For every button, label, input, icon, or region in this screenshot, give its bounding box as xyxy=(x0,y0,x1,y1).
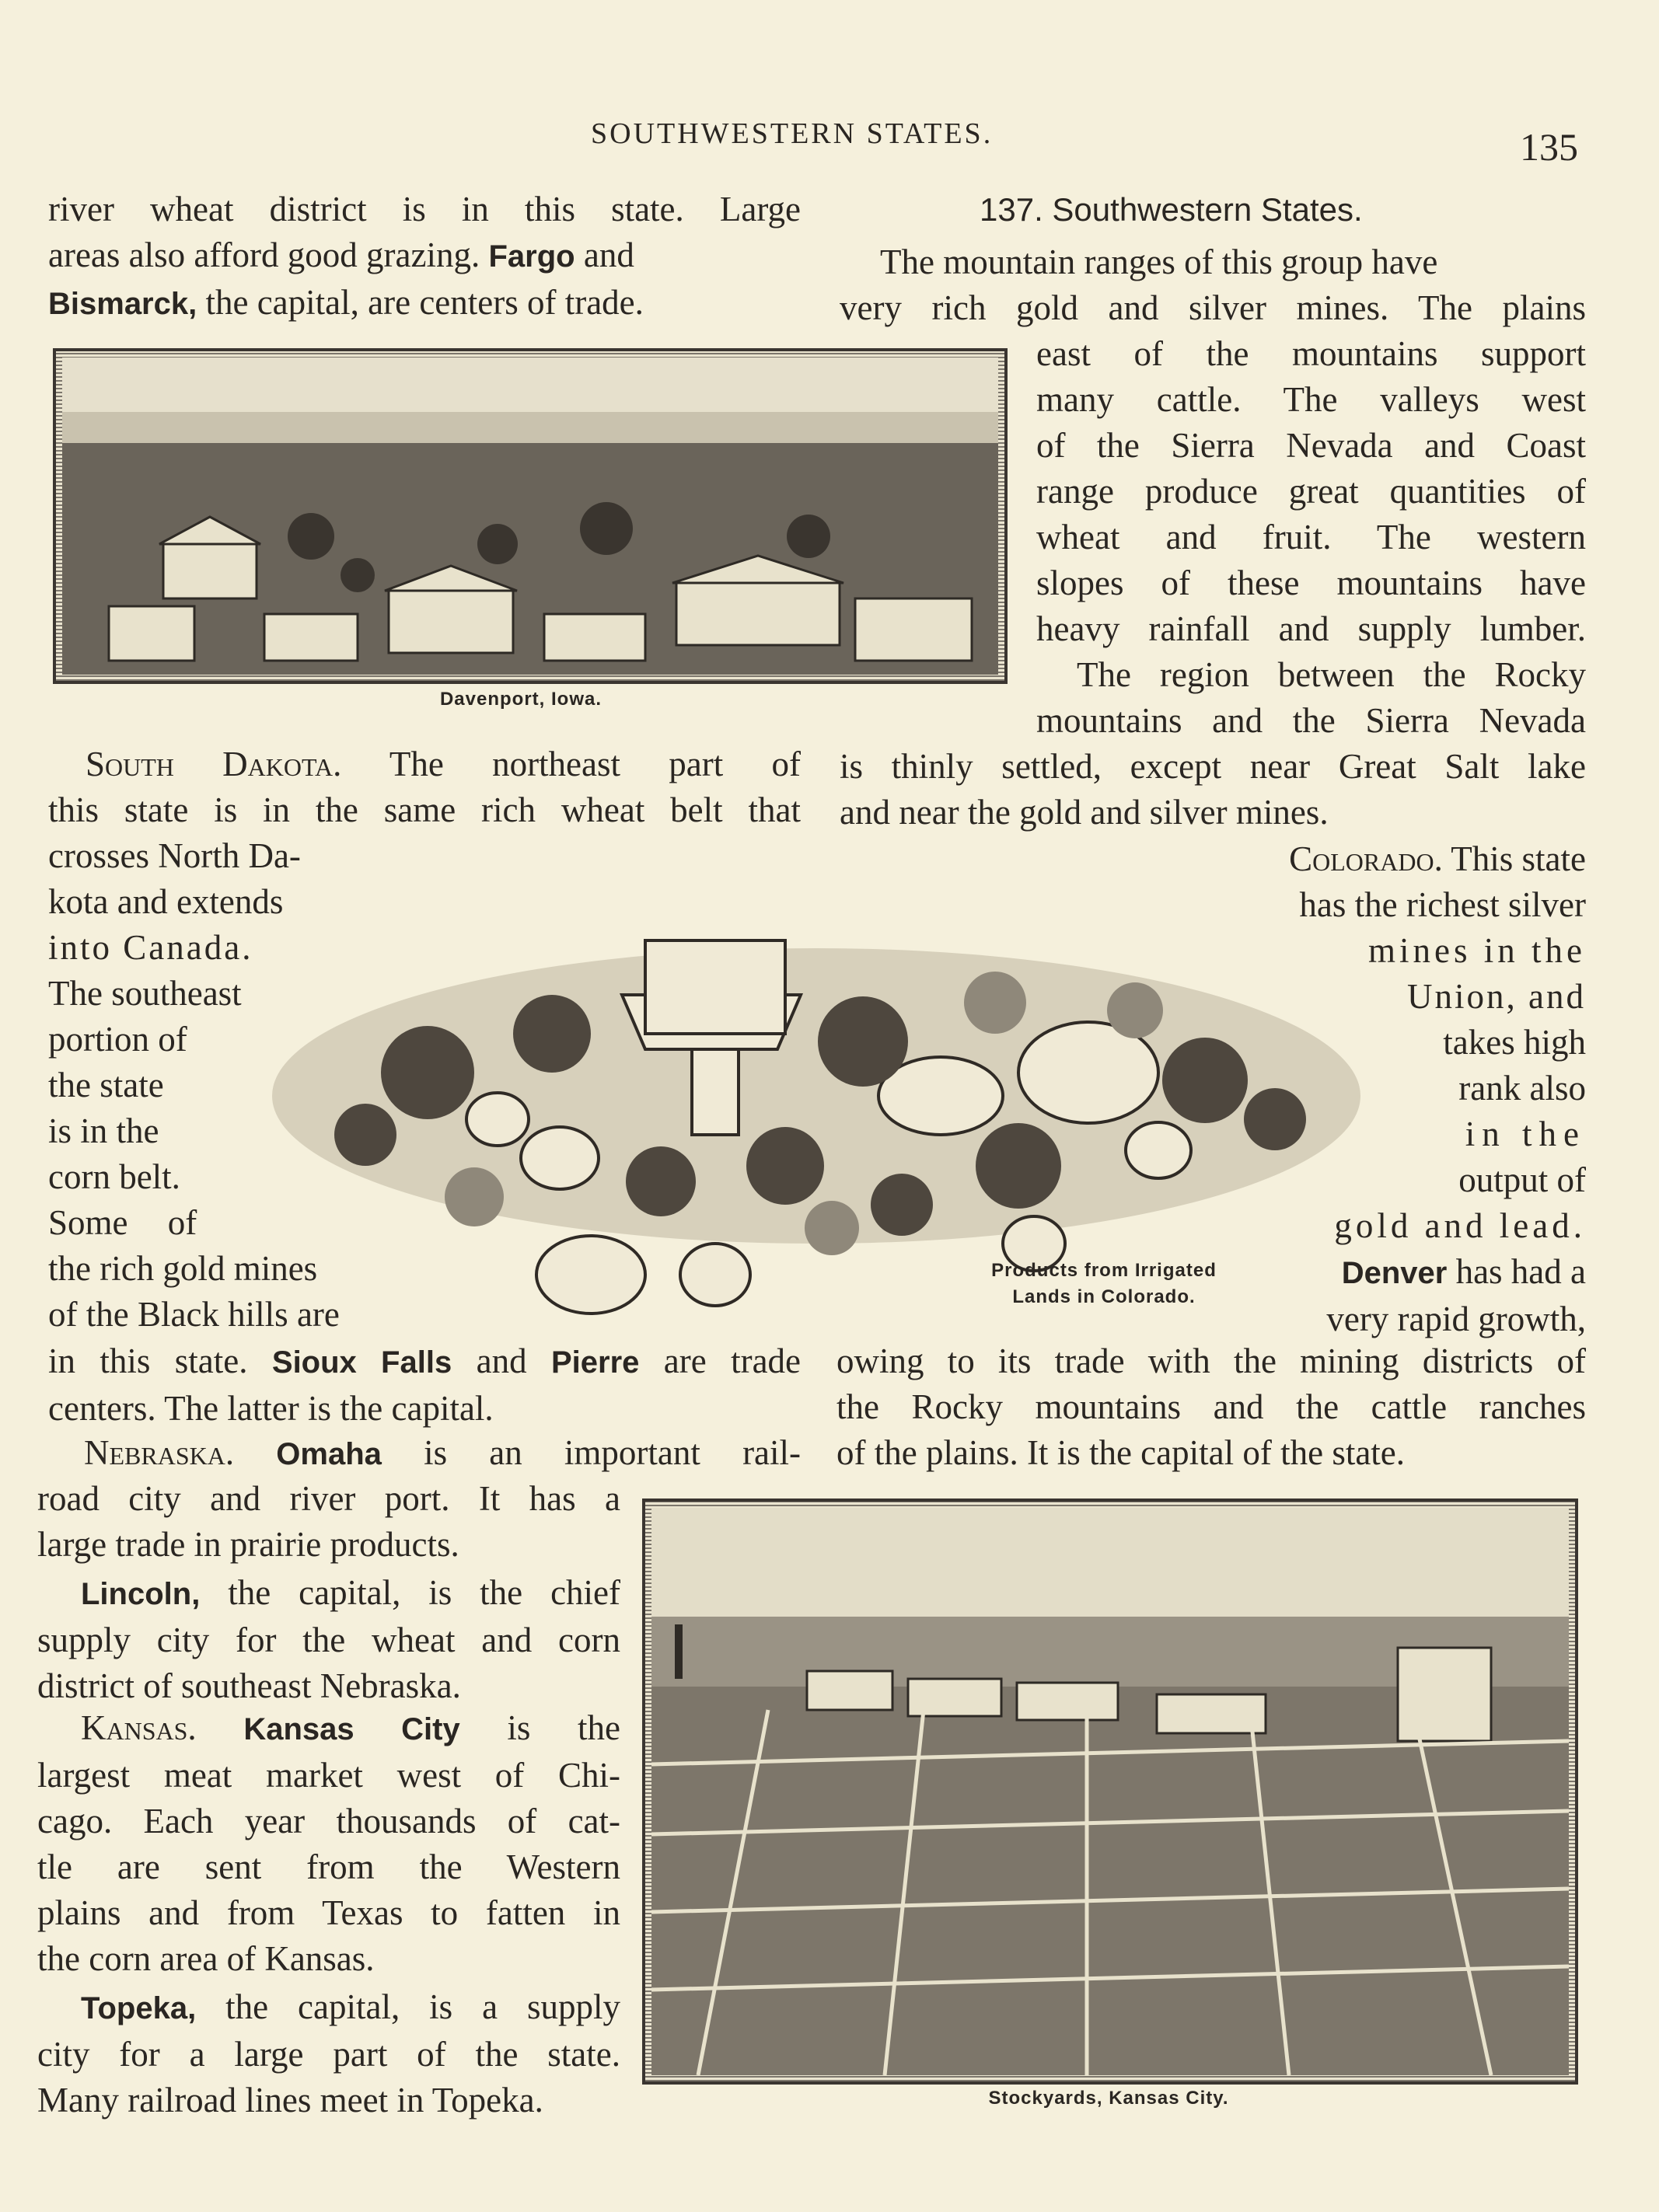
text-line xyxy=(37,1705,620,1753)
text-line: supply city for the wheat and corn xyxy=(37,1621,620,1659)
text-line: the Rocky mountains and the cattle ranches xyxy=(836,1387,1586,1426)
colorado-full-text xyxy=(836,1338,1586,1476)
davenport-caption: Davenport, Iowa. xyxy=(439,689,602,710)
text-line xyxy=(48,1338,801,1386)
text-line: centers. The latter is the capital. xyxy=(48,1389,494,1428)
text-line: Many railroad lines meet in Topeka. xyxy=(37,2081,543,2120)
text-line: largest meat market west of Chi- xyxy=(37,1756,620,1795)
place-omaha: Omaha xyxy=(276,1437,382,1471)
page-number: 135 xyxy=(1520,125,1578,169)
davenport-engraving xyxy=(62,358,998,675)
nebraska-wrap-text xyxy=(37,1476,620,1709)
text-line: owing to its trade with the mining districts of xyxy=(836,1342,1586,1380)
text-fragment: in this state. xyxy=(48,1342,248,1380)
heading-south-dakota: South Dakota. xyxy=(86,745,342,783)
text-line xyxy=(48,741,801,787)
place-pierre: Pierre xyxy=(550,1345,640,1380)
caption-line: Products from Irrigated xyxy=(991,1260,1217,1281)
text-line: kota and extends xyxy=(48,882,284,921)
text-line: mountains and the Sierra Nevada xyxy=(1036,701,1586,740)
text-line: this state is in the same rich wheat belt that xyxy=(48,790,801,829)
nebraska-text xyxy=(48,1430,801,1478)
heading-kansas: Kansas. xyxy=(81,1708,197,1747)
text-line: tle are sent from the Western xyxy=(37,1847,620,1886)
text-fragment: the capital, are centers of trade. xyxy=(205,283,644,322)
text-line: the corn area of Kansas. xyxy=(37,1939,375,1978)
text-line: and near the gold and silver mines. xyxy=(840,793,1329,832)
text-line: east of the mountains support xyxy=(1036,334,1586,373)
text-line: is in the xyxy=(48,1111,159,1150)
text-line: cago. Each year thousands of cat- xyxy=(37,1802,620,1840)
text-line: The region between the Rocky xyxy=(1077,655,1586,694)
text-line: gold and lead. xyxy=(1334,1206,1586,1245)
text-line: mines in the xyxy=(1368,931,1586,970)
heading-nebraska: Nebraska. xyxy=(84,1433,235,1472)
text-line xyxy=(48,280,801,327)
section-137-full-text xyxy=(840,744,1586,836)
place-topeka: Topeka, xyxy=(81,1991,197,2025)
text-fragment: the capital, is a supply xyxy=(225,1987,621,2026)
products-caption xyxy=(948,1258,1259,1310)
text-line: very rapid growth, xyxy=(1326,1300,1586,1338)
section-137-heading: 137. Southwestern States. xyxy=(980,191,1363,228)
text-line: crosses North Da- xyxy=(48,836,301,875)
text-line xyxy=(37,1570,620,1617)
text-line xyxy=(48,1430,801,1478)
text-fragment: This state xyxy=(1451,839,1586,878)
place-sioux-falls: Sioux Falls xyxy=(271,1345,452,1380)
section-137-text xyxy=(840,239,1586,331)
stockyards-illustration xyxy=(642,1499,1578,2085)
section-heading xyxy=(980,187,1363,232)
kansas-text xyxy=(37,1705,620,2123)
text-line xyxy=(37,1984,620,2032)
place-fargo: Fargo xyxy=(488,239,575,274)
text-line: is thinly settled, except near Great Salt lake xyxy=(840,747,1586,786)
text-line: slopes of these mountains have xyxy=(1036,563,1586,602)
text-line: The mountain ranges of this group have xyxy=(880,242,1438,281)
heading-colorado: Colorado. xyxy=(1289,839,1443,878)
text-line: Some of xyxy=(48,1203,197,1242)
text-fragment: the capital, is the chief xyxy=(228,1573,621,1612)
text-line xyxy=(48,232,801,280)
place-lincoln: Lincoln, xyxy=(81,1577,201,1611)
text-line: into Canada. xyxy=(48,928,253,967)
text-fragment: and xyxy=(575,236,634,274)
text-line: has the richest silver xyxy=(1299,885,1586,924)
text-line: of the Sierra Nevada and Coast xyxy=(1036,426,1586,465)
text-line: wheat and fruit. The western xyxy=(1036,518,1586,556)
text-line: takes high xyxy=(1443,1023,1586,1062)
text-line: large trade in prairie products. xyxy=(37,1525,459,1564)
place-denver: Denver xyxy=(1341,1256,1448,1290)
text-line: in the xyxy=(1465,1115,1586,1153)
text-fragment: is the xyxy=(507,1708,621,1747)
text-line: of the Black hills are xyxy=(48,1295,340,1334)
page-header xyxy=(0,117,1659,169)
text-line: the state xyxy=(48,1066,164,1104)
south-dakota-full-text xyxy=(48,1338,801,1432)
text-line: The southeast xyxy=(48,974,242,1013)
text-line: road city and river port. It has a xyxy=(37,1479,620,1518)
text-line: heavy rainfall and supply lumber. xyxy=(1036,609,1586,648)
text-line: very rich gold and silver mines. The plains xyxy=(840,288,1586,327)
section-137-wrap-text xyxy=(1036,331,1586,744)
text-fragment: areas also afford good grazing. xyxy=(48,236,480,274)
text-fragment: is an important rail- xyxy=(424,1433,802,1472)
running-title: SOUTHWESTERN STATES. xyxy=(591,117,994,150)
text-line: river wheat district is in this state. Large xyxy=(48,190,801,229)
caption-line: Lands in Colorado. xyxy=(1012,1286,1196,1307)
text-line: city for a large part of the state. xyxy=(37,2035,620,2074)
text-line: of the plains. It is the capital of the state. xyxy=(836,1433,1406,1472)
text-line: the rich gold mines xyxy=(48,1249,318,1288)
left-top-text xyxy=(48,187,801,327)
text-fragment: has had a xyxy=(1455,1252,1586,1291)
text-fragment: and xyxy=(476,1342,527,1380)
text-line: portion of xyxy=(48,1020,187,1059)
stockyards-engraving xyxy=(651,1508,1569,2075)
text-line: Union, and xyxy=(1407,977,1586,1016)
text-fragment: The northeast part of xyxy=(389,745,802,783)
text-fragment: are trade xyxy=(663,1342,802,1380)
place-bismarck: Bismarck, xyxy=(48,287,197,321)
text-line: rank also xyxy=(1458,1069,1586,1108)
text-line: range produce great quantities of xyxy=(1036,472,1586,511)
text-line: output of xyxy=(1458,1160,1586,1199)
text-line: district of southeast Nebraska. xyxy=(37,1666,461,1705)
text-line: corn belt. xyxy=(48,1157,180,1196)
place-kansas-city: Kansas City xyxy=(243,1712,460,1746)
text-line: many cattle. The valleys west xyxy=(1036,380,1586,419)
davenport-illustration xyxy=(53,348,1008,684)
text-line: plains and from Texas to fatten in xyxy=(37,1893,620,1932)
stockyards-caption: Stockyards, Kansas City. xyxy=(988,2088,1229,2109)
south-dakota-text xyxy=(48,741,801,833)
